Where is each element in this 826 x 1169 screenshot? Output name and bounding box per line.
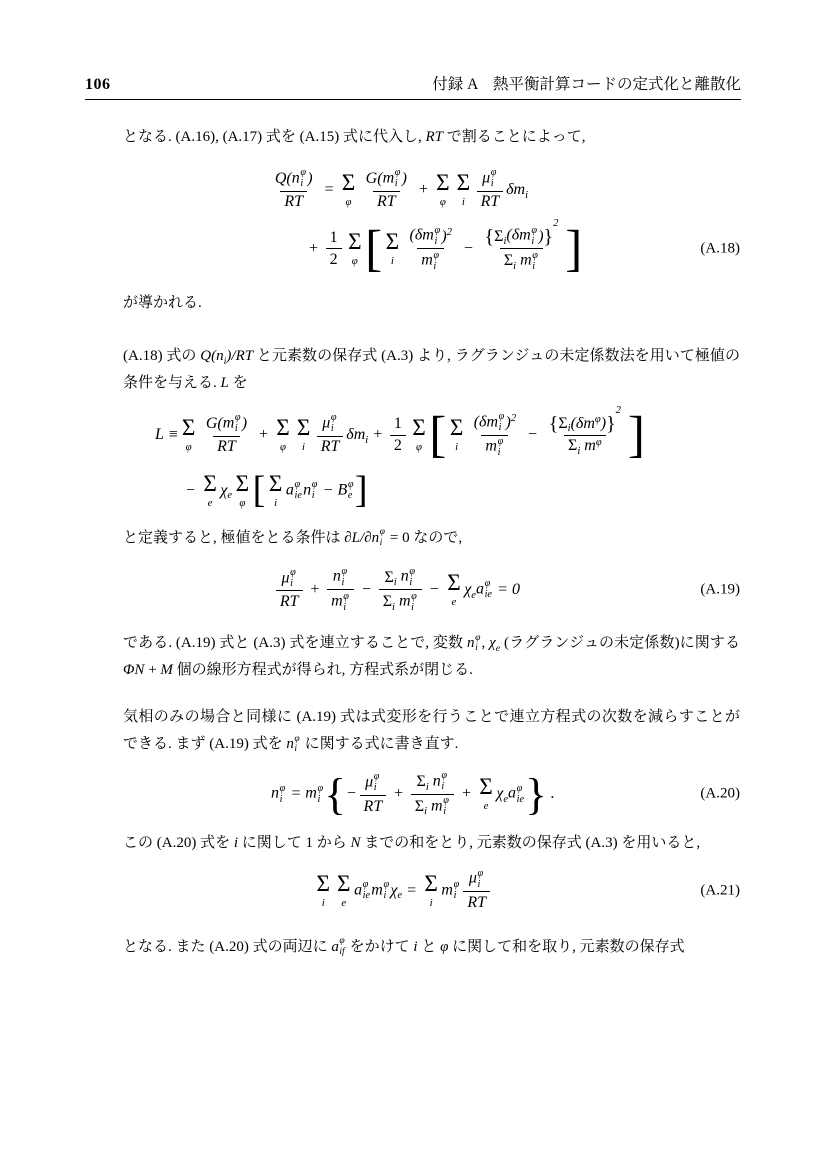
equation-a18-line-1: [268, 167, 740, 213]
equation-tag-a20: (A.20): [700, 785, 740, 802]
paragraph-derived: が導かれる.: [123, 295, 202, 312]
paragraph-gas-phase: 気相のみの場合と同様に (A.19) 式は式変形を行うことで連立方程式の次数を減らすことができる. まず (A.19) 式を n φ i に関する式に書き直す.: [123, 709, 740, 755]
equation-a20: [123, 758, 740, 818]
equation-tag-a19: (A.19): [700, 581, 740, 598]
equation-tag-a21: (A.21): [700, 882, 740, 899]
paragraph-lagrange-intro: (A.18) 式の $Q(n_i)/RT$ と元素数の保存式 (A.3) より, ラグランジュの未定係数法を用いて極値の条件を与える. L を: [123, 348, 740, 392]
paragraph-intro: となる. (A.16), (A.17) 式を (A.15) 式に代入し, RT で割ることによって,: [123, 129, 586, 145]
paragraph-summation: この (A.20) 式を i に関して 1 から N までの和をとり, 元素数の保存式 (A.3) を用いると,: [123, 835, 701, 852]
equation-a19: [123, 552, 740, 614]
paragraph-closing: となる. また (A.20) 式の両辺に a φ if をかけて i と φ に関して和を取り, 元素数の保存式: [123, 935, 685, 957]
equation-a18-line-2: [308, 217, 740, 278]
math-expression: + $\frac{1}{2}$ Σ φ [ Σ i (δm φ i )$^2$ m φ i − { $\Sigma_i$ (δm φ i ) } 2 $\Sigma_i$ m φ i ]: [308, 217, 583, 278]
page-header: [85, 0, 741, 100]
paragraph-linear-system: である. (A.19) 式と (A.3) 式を連立することで, 変数 n φ i , $\chi_e$ (ラグランジュの未定係数)に関する ΦN + M 個の線形方程式が得られ, 方程式系が閉じる.: [123, 631, 740, 679]
equation-a20-line-1: [271, 770, 740, 818]
equation-tag-a18: (A.18): [700, 240, 740, 257]
equation-lagrangian-line-1: [155, 404, 740, 464]
header-title: 付録 A 熱平衡計算コードの定式化と離散化: [432, 76, 741, 93]
math-expression: n φ i = m φ i { − μ φ i RT + $\Sigma_i$ n φ i $\Sigma_i$ m φ i + Σ e $\chi_e$ a φ ie } .: [271, 768, 555, 819]
page-number: 106: [85, 76, 111, 93]
math-expression: μ φ i RT + n φ i m φ i − $\Sigma_i$ n φ i $\Sigma_i$ m φ i − Σ e $\chi_e$ a φ ie = 0: [273, 566, 520, 614]
content-column: [123, 124, 740, 961]
equation-a21: [123, 857, 740, 913]
equation-a18: [123, 151, 740, 278]
math-expression: Q( n φ i ) RT = Σ φ G( m φ i ) RT + Σ φ Σ i μ φ i RT $\delta m_i$: [268, 167, 528, 213]
equation-lagrangian: [123, 397, 740, 510]
equation-lagrangian-line-2: [185, 471, 740, 511]
math-expression: L ≡ Σ φ G( m φ i ) RT + Σ φ Σ i μ φ i RT $\delta m_i$ + $\frac{1}{2}$ Σ φ [ Σ i (δm φ i )$^2$ m φ i − { $\Sigma_i$ ($\delta m^\varphi$ ) } 2 $\Sigma_i$ $m^\varphi$ ]: [155, 404, 645, 464]
paragraph-extremum-condition: と定義すると, 極値をとる条件は ∂L/∂n φ i = 0 なので,: [123, 526, 463, 548]
equation-a21-line-1: [313, 867, 740, 913]
equation-a19-line-1: [273, 566, 740, 614]
math-expression: Σ i Σ e a φ ie m φ i $\chi_e$ = Σ i m φ i μ φ i RT: [313, 867, 493, 913]
math-expression: − Σ e $\chi_e$ Σ φ [ Σ i a φ ie n φ i − B φ e ]: [185, 469, 368, 512]
